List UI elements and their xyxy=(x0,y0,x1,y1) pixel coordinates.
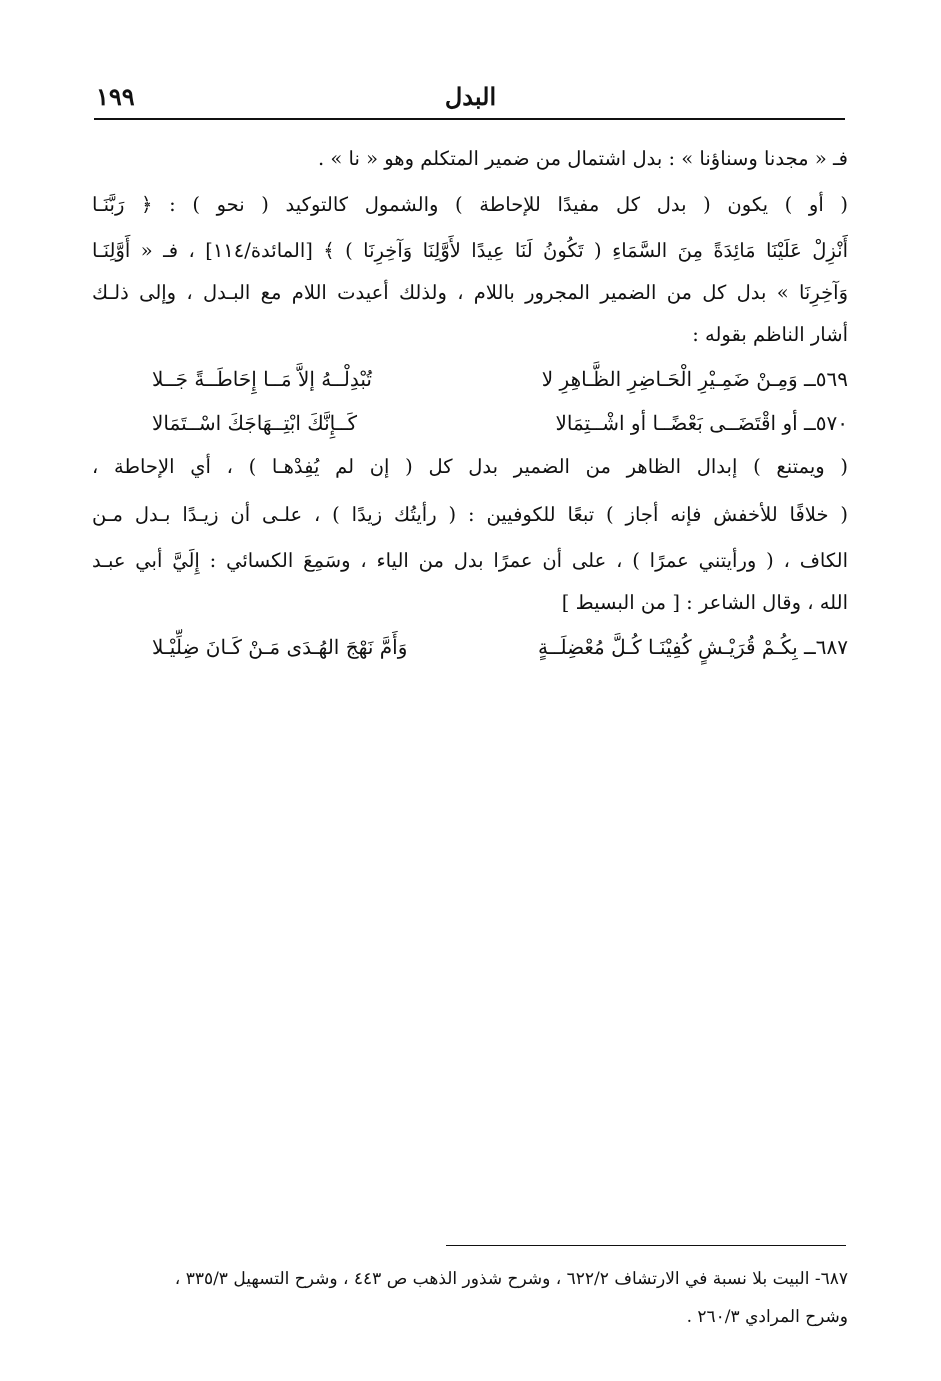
footnote-line-2: وشرح المرادي ٢٦٠/٣ . xyxy=(686,1307,848,1327)
body-line-5: أشار الناظم بقوله : xyxy=(692,323,848,346)
verse-570-first-hemistich: ٥٧٠ــ أو اقْتَضَــى بَعْضًــا أو اشْــتِمَالا xyxy=(555,411,848,435)
verse-569 xyxy=(92,356,848,402)
footnote-rule xyxy=(446,1245,846,1246)
page-number: ١٩٩ xyxy=(96,82,135,111)
verse-687-first-hemistich: ٦٨٧ــ بِكُـمْ قُرَيْـشٍ كُفِيْنَـا كُـلَّ مُعْضِلَــةٍ xyxy=(538,635,848,659)
body-line-9: الله ، وقال الشاعر : [ من البسيط ] xyxy=(561,591,848,614)
verse-687 xyxy=(92,624,848,670)
verse-687-second-hemistich: وَأَمَّ نَهْجَ الهُـدَى مَـنْ كَـانَ ضِلِّيْـلا xyxy=(152,635,408,659)
body-line-8: الكاف ، ( ورأيتني عمرًا ) ، على أن عمرًا بدل من الياء ، وسَمِعَ الكسائي : إِلَيَّ أبي عبـد xyxy=(92,549,848,572)
footnote-line-1: ٦٨٧- البيت بلا نسبة في الارتشاف ٦٢٢/٢ ، وشرح شذور الذهب ص ٤٤٣ ، وشرح التسهيل ٣٣٥/٣ ، xyxy=(174,1269,848,1289)
body-line-3: أَنْزِلْ عَلَيْنَا مَائِدَةً مِنَ السَّمَاءِ ( تَكُونُ لَنَا عِيدًا لأَوَّلِنَا وَآخِرِنَا ) ﴾ [المائدة/١١٤] ، فـ « أَوَّلِنَـا xyxy=(92,239,848,262)
body-line-2: ( أو ) يكون ( بدل كل مفيدًا للإحاطة ) والشمول كالتوكيد ( نحو ) : ﴿ رَبَّنَـا xyxy=(92,193,848,216)
verse-570-second-hemistich: كَــإِنَّكَ ابْتِــهَاجَكَ اسْــتَمَالا xyxy=(152,411,358,435)
body-line-7: ( خلافًا للأخفش فإنه أجاز ) تبعًا للكوفيين : ( رأيتُك زيدًا ) ، علـى أن زيـدًا بـدل مـن xyxy=(92,503,848,526)
header-rule xyxy=(94,118,845,120)
verse-569-first-hemistich: ٥٦٩ــ وَمِـنْ ضَمِـيْرِ الْحَـاضِرِ الظَّـاهِرِ لا xyxy=(541,367,848,391)
body-line-1: فـ « مجدنا وسناؤنا » : بدل اشتمال من ضمير المتكلم وهو « نا » . xyxy=(318,147,848,170)
running-header-title: البدل xyxy=(444,82,497,111)
body-line-4: وَآخِرِنَا » بدل كل من الضمير المجرور باللام ، ولذلك أعيدت اللام مع البـدل ، وإلى ذلـك xyxy=(92,281,848,304)
verse-569-second-hemistich: تُبْدِلْــهُ إلاَّ مَــا إِحَاطَــةً جَــلا xyxy=(152,367,372,391)
body-line-6: ( ويمتنع ) إبدال الظاهر من الضمير بدل كل ( إن لم يُفِدْهـا ) ، أي الإحاطة ، xyxy=(92,455,848,478)
verse-570 xyxy=(92,400,848,446)
